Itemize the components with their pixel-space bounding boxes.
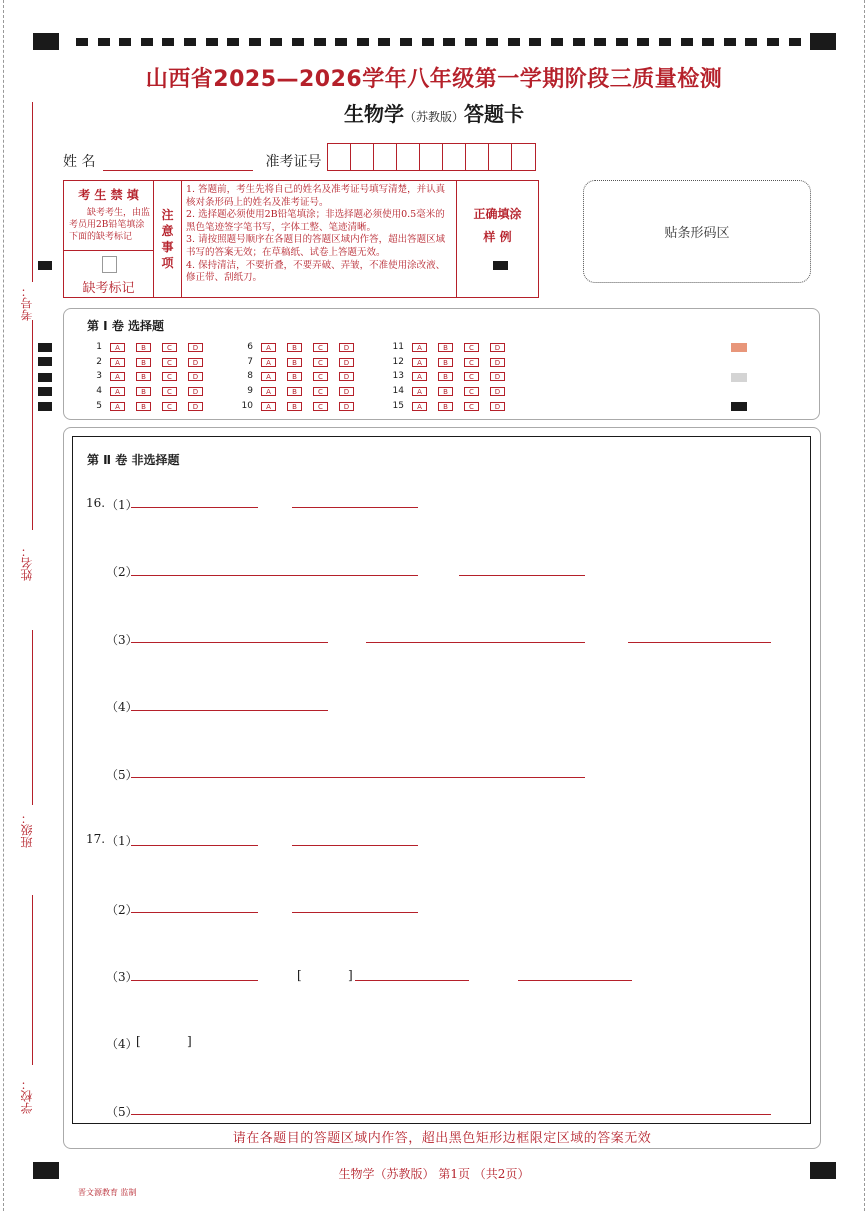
q17-3-bracket-open: [	[297, 968, 302, 982]
q16-5-blank[interactable]	[131, 777, 585, 778]
option-bubble-d[interactable]: D	[490, 372, 505, 381]
option-bubble-c[interactable]: C	[313, 402, 328, 411]
option-bubble-a[interactable]: A	[110, 372, 125, 381]
notice-panel	[63, 180, 539, 298]
choice-question-row	[382, 371, 516, 381]
option-bubble-c[interactable]: C	[464, 387, 479, 396]
choice-question-row	[231, 342, 365, 352]
sample-label-1: 正确填涂	[473, 207, 522, 221]
q17-number: 17.	[86, 832, 106, 846]
q16-part5-label: （5）	[106, 768, 138, 782]
page-title: 山西省2025—2026学年八年级第一学期阶段三质量检测	[145, 67, 723, 92]
question-number: 7	[247, 357, 253, 367]
sidebar-line	[32, 895, 33, 1065]
option-bubble-c[interactable]: C	[313, 372, 328, 381]
barcode-label: 贴条形码区	[664, 226, 730, 241]
q16-part4-label: （4）	[106, 700, 138, 714]
choice-question-row	[80, 357, 214, 367]
option-bubble-d[interactable]: D	[490, 343, 505, 352]
proctor-fill-area	[64, 181, 154, 297]
option-bubble-a[interactable]: A	[412, 402, 427, 411]
rule-item: 2. 选择题必须使用2B铅笔填涂；非选择题必须使用0.5毫米的黑色笔迹签字笔书写，字体工整、笔迹清晰。	[186, 209, 445, 233]
question-number: 6	[247, 342, 253, 352]
side-mark	[38, 387, 52, 396]
option-bubble-a[interactable]: A	[261, 358, 276, 367]
option-bubble-c[interactable]: C	[313, 358, 328, 367]
option-bubble-d[interactable]: D	[339, 372, 354, 381]
edition-label: （苏教版）	[403, 110, 464, 124]
student-info-row	[63, 143, 536, 171]
question-number: 5	[96, 401, 102, 411]
question-number: 2	[96, 357, 102, 367]
choice-question-row	[80, 371, 214, 381]
option-bubble-a[interactable]: A	[110, 402, 125, 411]
option-bubble-b[interactable]: B	[438, 372, 453, 381]
choice-section-title: 第 Ⅰ 卷 选择题	[87, 319, 164, 333]
option-bubble-d[interactable]: D	[339, 387, 354, 396]
option-bubble-a[interactable]: A	[412, 387, 427, 396]
q17-3-blank-c[interactable]	[518, 980, 632, 981]
side-mark	[38, 373, 52, 382]
option-bubble-b[interactable]: B	[438, 402, 453, 411]
option-bubble-a[interactable]: A	[261, 402, 276, 411]
q16-3-blank-a[interactable]	[131, 642, 328, 643]
choice-question-row	[80, 401, 214, 411]
question-number: 3	[96, 371, 102, 381]
q17-part5-label: （5）	[106, 1105, 138, 1119]
proctor-fill-text: 缺考考生，由监考员用2B铅笔填涂下面的缺考标记	[69, 208, 151, 242]
q17-4-bracket-close: ]	[187, 1034, 192, 1048]
q16-1-blank-b[interactable]	[292, 507, 418, 508]
question-number: 4	[96, 386, 102, 396]
corner-mark-tl	[33, 33, 59, 50]
q17-part3-label: （3）	[106, 970, 138, 984]
question-number: 14	[392, 386, 404, 396]
option-bubble-c[interactable]: C	[464, 372, 479, 381]
page-footer: 生物学（苏教版） 第1页 （共2页）	[338, 1167, 530, 1181]
rule-item: 3. 请按照题号顺序在各题目的答题区域内作答，超出答题区域书写的答案无效；在草稿纸、试卷上答题无效。	[186, 234, 446, 258]
option-bubble-d[interactable]: D	[339, 343, 354, 352]
rules-list	[182, 181, 457, 297]
option-bubble-b[interactable]: B	[136, 343, 151, 352]
id-label: 准考证号	[265, 154, 322, 170]
option-bubble-a[interactable]: A	[110, 343, 125, 352]
option-bubble-c[interactable]: C	[464, 402, 479, 411]
attention-header: 注 意 事 项	[154, 181, 182, 297]
card-subtitle	[0, 98, 868, 127]
q17-part2-label: （2）	[106, 903, 138, 917]
rule-item: 4. 保持清洁，不要折叠，不要弄破、弄皱，不准使用涂改液、修正带、刮纸刀。	[186, 259, 446, 284]
q16-part2-label: （2）	[106, 565, 138, 579]
left-perforation	[3, 0, 4, 1211]
question-number: 15	[392, 401, 404, 411]
q16-number: 16.	[86, 496, 106, 510]
option-bubble-b[interactable]: B	[136, 387, 151, 396]
subject-name: 生物学	[343, 102, 404, 126]
question-number: 1	[96, 342, 102, 352]
card-label: 答题卡	[464, 102, 524, 126]
written-section-title: 第 Ⅱ 卷 非选择题	[87, 453, 180, 467]
question-number: 9	[247, 386, 253, 396]
sidebar-line	[32, 102, 33, 282]
option-bubble-a[interactable]: A	[261, 387, 276, 396]
option-bubble-d[interactable]: D	[188, 402, 203, 411]
option-bubble-b[interactable]: B	[287, 358, 302, 367]
option-bubble-b[interactable]: B	[438, 358, 453, 367]
q16-1-blank-a[interactable]	[131, 507, 258, 508]
option-bubble-b[interactable]: B	[438, 343, 453, 352]
q17-1-blank-a[interactable]	[131, 845, 258, 846]
option-bubble-b[interactable]: B	[287, 402, 302, 411]
question-number: 13	[392, 371, 404, 381]
q17-3-blank-a[interactable]	[131, 980, 258, 981]
choice-question-row	[231, 386, 365, 396]
option-bubble-c[interactable]: C	[162, 402, 177, 411]
question-number: 12	[392, 357, 404, 367]
option-bubble-a[interactable]: A	[110, 358, 125, 367]
q17-3-blank-b[interactable]	[355, 980, 469, 981]
q17-3-bracket-close: ]	[348, 968, 353, 982]
rule-item: 1. 答题前，考生先将自己的姓名及准考证号填写清楚，并认真核对条形码上的姓名及准考证号。	[186, 184, 446, 208]
option-bubble-c[interactable]: C	[464, 358, 479, 367]
choice-question-row	[382, 386, 516, 396]
question-number: 11	[392, 342, 404, 352]
option-bubble-c[interactable]: C	[162, 387, 177, 396]
option-bubble-c[interactable]: C	[313, 387, 328, 396]
sidebar-line	[32, 630, 33, 805]
absent-label: 缺考标记	[82, 281, 135, 296]
sample-filled-mark	[493, 261, 508, 270]
choice-question-row	[382, 342, 516, 352]
option-bubble-d[interactable]: D	[188, 387, 203, 396]
sidebar-line	[32, 320, 33, 530]
option-bubble-c[interactable]: C	[313, 343, 328, 352]
sample-label-2: 样 例	[483, 230, 512, 244]
choice-question-row	[231, 371, 365, 381]
q16-3-blank-b[interactable]	[366, 642, 585, 643]
barcode-area	[583, 180, 811, 283]
side-mark	[38, 357, 52, 366]
option-bubble-b[interactable]: B	[287, 387, 302, 396]
legend-swatch-black	[731, 402, 747, 411]
option-bubble-a[interactable]: A	[412, 358, 427, 367]
option-bubble-c[interactable]: C	[464, 343, 479, 352]
q17-2-blank-b[interactable]	[292, 912, 418, 913]
side-mark	[38, 261, 52, 270]
option-bubble-d[interactable]: D	[490, 358, 505, 367]
legend-swatch-orange	[731, 343, 747, 352]
q16-part3-label: （3）	[106, 633, 138, 647]
side-mark	[38, 343, 52, 352]
option-bubble-c[interactable]: C	[162, 358, 177, 367]
right-perforation	[864, 0, 865, 1211]
legend-swatch-gray	[731, 373, 747, 382]
option-bubble-b[interactable]: B	[438, 387, 453, 396]
option-bubble-d[interactable]: D	[490, 402, 505, 411]
choice-question-row	[231, 401, 365, 411]
sidebar-xingming: 姓名：	[20, 545, 34, 581]
sidebar-xuexiao: 学校：	[20, 1078, 34, 1114]
q17-2-blank-a[interactable]	[131, 912, 258, 913]
choice-question-row	[80, 386, 214, 396]
written-section-box	[72, 436, 811, 1124]
option-bubble-d[interactable]: D	[188, 358, 203, 367]
option-bubble-d[interactable]: D	[188, 372, 203, 381]
side-mark	[38, 402, 52, 411]
option-bubble-b[interactable]: B	[136, 402, 151, 411]
choice-question-row	[231, 357, 365, 367]
absent-checkbox[interactable]	[102, 256, 117, 273]
q16-3-blank-c[interactable]	[628, 642, 771, 643]
timing-track	[76, 38, 801, 46]
question-number: 8	[247, 371, 253, 381]
corner-mark-tr	[810, 33, 836, 50]
name-label: 姓 名	[63, 154, 96, 170]
exam-id-boxes[interactable]	[327, 143, 536, 171]
choice-question-row	[382, 401, 516, 411]
q17-1-blank-b[interactable]	[292, 845, 418, 846]
sidebar-banji: 班级：	[20, 812, 34, 848]
option-bubble-a[interactable]: A	[412, 372, 427, 381]
option-bubble-b[interactable]: B	[287, 343, 302, 352]
q17-5-blank[interactable]	[131, 1114, 771, 1115]
q16-4-blank[interactable]	[131, 710, 328, 711]
q16-2-blank-b[interactable]	[459, 575, 585, 576]
option-bubble-c[interactable]: C	[162, 343, 177, 352]
option-bubble-c[interactable]: C	[162, 372, 177, 381]
proctor-fill-title: 考 生 禁 填	[78, 188, 139, 202]
option-bubble-a[interactable]: A	[110, 387, 125, 396]
option-bubble-d[interactable]: D	[339, 358, 354, 367]
option-bubble-a[interactable]: A	[412, 343, 427, 352]
option-bubble-d[interactable]: D	[490, 387, 505, 396]
q17-part4-label: （4）	[106, 1037, 138, 1051]
option-bubble-a[interactable]: A	[261, 343, 276, 352]
q17-part1-label: （1）	[106, 834, 138, 848]
question-number: 10	[241, 401, 253, 411]
choice-question-row	[382, 357, 516, 367]
publisher-note: 晋文源教育 监制	[78, 1188, 137, 1197]
q16-2-blank-a[interactable]	[131, 575, 418, 576]
q16-part1-label: （1）	[106, 498, 138, 512]
option-bubble-b[interactable]: B	[136, 372, 151, 381]
option-bubble-b[interactable]: B	[287, 372, 302, 381]
answer-area-warning: 请在各题目的答题区域内作答，超出黑色矩形边框限定区域的答案无效	[232, 1131, 652, 1146]
q17-4-bracket-open: [	[136, 1034, 141, 1048]
fill-sample	[457, 181, 538, 297]
choice-question-row	[80, 342, 214, 352]
sidebar-kaohao: 考号：	[20, 285, 34, 321]
option-bubble-d[interactable]: D	[339, 402, 354, 411]
name-input-line[interactable]	[103, 151, 253, 171]
option-bubble-a[interactable]: A	[261, 372, 276, 381]
option-bubble-b[interactable]: B	[136, 358, 151, 367]
option-bubble-d[interactable]: D	[188, 343, 203, 352]
